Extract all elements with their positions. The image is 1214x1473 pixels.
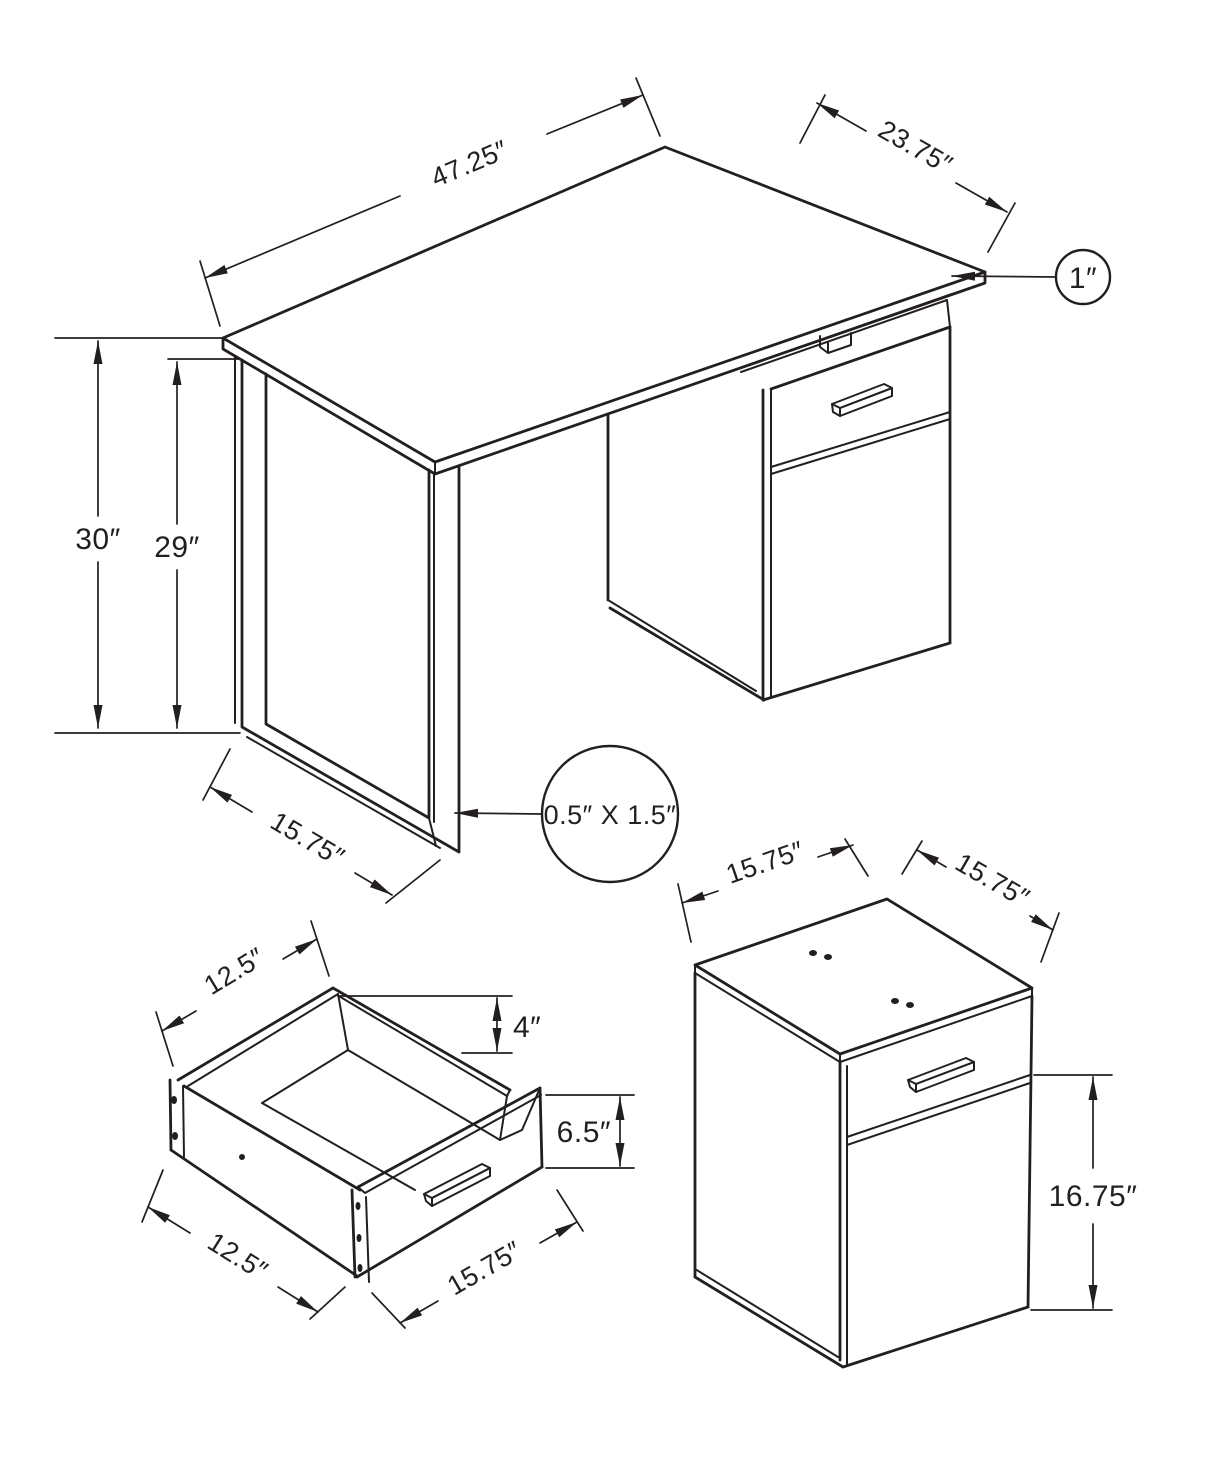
- dim-label-cabinet-door-height: 16.75″: [1048, 1180, 1138, 1213]
- dim-label-drawer-back-height: 4″: [513, 1011, 542, 1044]
- cabinet-body: [695, 899, 1032, 1367]
- dim-label-drawer-front-width: 15.75″: [442, 1235, 527, 1302]
- dim-label-desk-height: 30″: [75, 523, 121, 556]
- dim-drawer-back-height: [340, 996, 541, 1053]
- dim-desk-clearance: [154, 359, 240, 728]
- dim-label-desk-clearance: 29″: [154, 531, 200, 564]
- dim-label-leg-tube: 0.5″ X 1.5″: [543, 800, 677, 830]
- desk-drawer-handle: [832, 384, 892, 416]
- dim-label-drawer-bottom-depth: 12.5″: [202, 1226, 274, 1287]
- dim-desk-height: [55, 338, 240, 733]
- dim-drawer-bottom-depth: [142, 1170, 345, 1319]
- dim-drawer-front-width: [372, 1190, 583, 1328]
- dim-label-top-thickness: 1″: [1068, 262, 1098, 295]
- cabinet-view: [678, 835, 1137, 1367]
- dim-label-desk-depth: 23.75″: [873, 114, 958, 181]
- dim-drawer-top-depth: [156, 921, 329, 1066]
- drawer-view: [142, 921, 634, 1328]
- desk-cabinet-door-bottom: [763, 643, 950, 700]
- callout-top-thickness: [952, 250, 1110, 304]
- dim-label-leg-depth: 15.75″: [265, 805, 350, 873]
- desk-cabinet-drawer-gap: [771, 412, 950, 474]
- dim-label-cabinet-top-depth: 15.75″: [722, 835, 808, 890]
- desk-view: [55, 78, 1110, 903]
- cabinet-drawer-handle: [908, 1058, 974, 1092]
- dim-label-drawer-top-depth: 12.5″: [198, 941, 270, 1001]
- cabinet-door-bottom: [843, 1307, 1028, 1367]
- dim-label-desk-width: 47.25″: [426, 134, 513, 193]
- drawer-handle: [424, 1164, 490, 1206]
- callout-leg-tube: [455, 746, 678, 882]
- cabinet-drawer-gap: [847, 1075, 1030, 1145]
- dim-cabinet-door-height: [1031, 1075, 1137, 1310]
- dim-drawer-front-height: [546, 1095, 634, 1168]
- dim-label-cabinet-top-width: 15.75″: [950, 847, 1035, 914]
- dim-label-drawer-front-height: 6.5″: [556, 1116, 611, 1149]
